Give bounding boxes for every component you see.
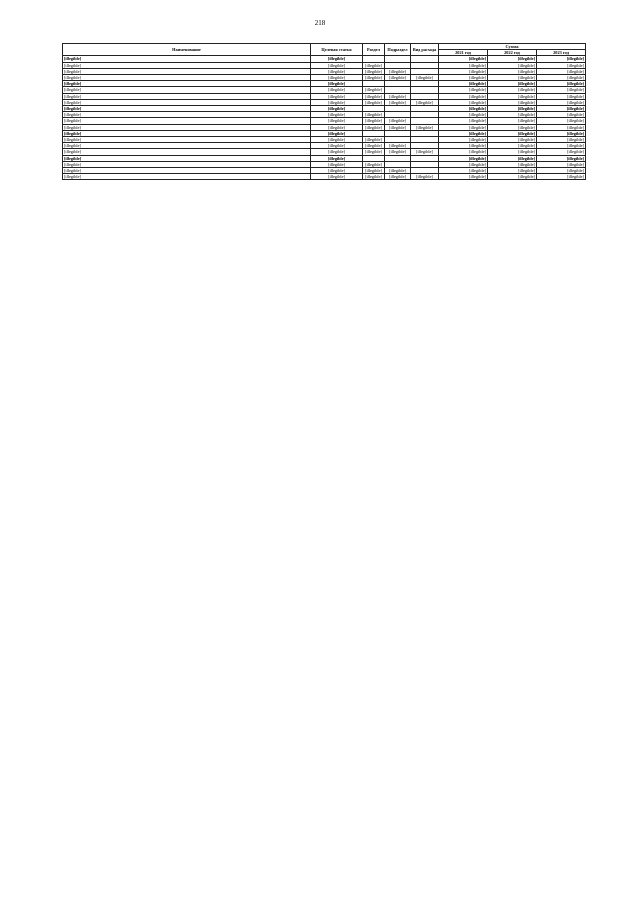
cell-2023: [illegible] bbox=[537, 143, 586, 149]
cell-target: [illegible] bbox=[311, 124, 363, 130]
cell-name: [illegible] bbox=[63, 161, 311, 167]
header-name: Наименование bbox=[63, 44, 311, 56]
cell-2021: [illegible] bbox=[439, 124, 488, 130]
cell-2021: [illegible] bbox=[439, 168, 488, 174]
cell-subsection: [illegible] bbox=[385, 93, 411, 99]
cell-2021: [illegible] bbox=[439, 106, 488, 112]
cell-2023: [illegible] bbox=[537, 112, 586, 118]
cell-target: [illegible] bbox=[311, 56, 363, 62]
table-row bbox=[63, 174, 586, 180]
cell-name: [illegible] bbox=[63, 62, 311, 68]
cell-section: [illegible] bbox=[363, 149, 385, 155]
cell-section: [illegible] bbox=[363, 112, 385, 118]
cell-2022: [illegible] bbox=[488, 168, 537, 174]
cell-section: [illegible] bbox=[363, 93, 385, 99]
cell-2021: [illegible] bbox=[439, 137, 488, 143]
cell-expense-type: [illegible] bbox=[411, 99, 439, 105]
cell-2023: [illegible] bbox=[537, 174, 586, 180]
cell-2021: [illegible] bbox=[439, 118, 488, 124]
cell-2021: [illegible] bbox=[439, 161, 488, 167]
cell-target: [illegible] bbox=[311, 168, 363, 174]
cell-2022: [illegible] bbox=[488, 93, 537, 99]
cell-name: [illegible] bbox=[63, 118, 311, 124]
cell-2021: [illegible] bbox=[439, 56, 488, 62]
cell-expense-type: [illegible] bbox=[411, 174, 439, 180]
cell-2022: [illegible] bbox=[488, 137, 537, 143]
cell-target: [illegible] bbox=[311, 68, 363, 74]
cell-2023: [illegible] bbox=[537, 99, 586, 105]
cell-section: [illegible] bbox=[363, 68, 385, 74]
header-subsection: Подраздел bbox=[385, 44, 411, 56]
cell-name: [illegible] bbox=[63, 143, 311, 149]
cell-name: [illegible] bbox=[63, 137, 311, 143]
cell-section: [illegible] bbox=[363, 168, 385, 174]
cell-target: [illegible] bbox=[311, 99, 363, 105]
cell-section: [illegible] bbox=[363, 174, 385, 180]
cell-2021: [illegible] bbox=[439, 130, 488, 136]
header-target: Целевая статья bbox=[311, 44, 363, 56]
cell-section: [illegible] bbox=[363, 99, 385, 105]
cell-2023: [illegible] bbox=[537, 130, 586, 136]
cell-2021: [illegible] bbox=[439, 174, 488, 180]
cell-2023: [illegible] bbox=[537, 168, 586, 174]
cell-section: [illegible] bbox=[363, 161, 385, 167]
cell-target: [illegible] bbox=[311, 130, 363, 136]
cell-name: [illegible] bbox=[63, 106, 311, 112]
cell-target: [illegible] bbox=[311, 161, 363, 167]
cell-name: [illegible] bbox=[63, 155, 311, 161]
cell-target: [illegible] bbox=[311, 87, 363, 93]
cell-name: [illegible] bbox=[63, 168, 311, 174]
header-year-2022: 2022 год bbox=[488, 50, 537, 56]
cell-2022: [illegible] bbox=[488, 161, 537, 167]
cell-expense-type: [illegible] bbox=[411, 149, 439, 155]
cell-expense-type: [illegible] bbox=[411, 124, 439, 130]
cell-2023: [illegible] bbox=[537, 68, 586, 74]
cell-subsection: [illegible] bbox=[385, 118, 411, 124]
cell-target: [illegible] bbox=[311, 118, 363, 124]
cell-2022: [illegible] bbox=[488, 68, 537, 74]
cell-section: [illegible] bbox=[363, 87, 385, 93]
cell-name: [illegible] bbox=[63, 81, 311, 87]
cell-2022: [illegible] bbox=[488, 143, 537, 149]
cell-name: [illegible] bbox=[63, 124, 311, 130]
cell-2022: [illegible] bbox=[488, 155, 537, 161]
cell-2022: [illegible] bbox=[488, 75, 537, 81]
cell-expense-type: [illegible] bbox=[411, 75, 439, 81]
cell-2023: [illegible] bbox=[537, 118, 586, 124]
cell-name: [illegible] bbox=[63, 56, 311, 62]
cell-subsection: [illegible] bbox=[385, 68, 411, 74]
cell-target: [illegible] bbox=[311, 137, 363, 143]
cell-section: [illegible] bbox=[363, 124, 385, 130]
cell-target: [illegible] bbox=[311, 93, 363, 99]
cell-2022: [illegible] bbox=[488, 106, 537, 112]
cell-2023: [illegible] bbox=[537, 149, 586, 155]
cell-name: [illegible] bbox=[63, 99, 311, 105]
cell-name: [illegible] bbox=[63, 130, 311, 136]
cell-2022: [illegible] bbox=[488, 149, 537, 155]
cell-2021: [illegible] bbox=[439, 75, 488, 81]
cell-name: [illegible] bbox=[63, 75, 311, 81]
cell-name: [illegible] bbox=[63, 87, 311, 93]
cell-target: [illegible] bbox=[311, 81, 363, 87]
cell-2023: [illegible] bbox=[537, 56, 586, 62]
cell-2022: [illegible] bbox=[488, 81, 537, 87]
header-section: Раздел bbox=[363, 44, 385, 56]
cell-2022: [illegible] bbox=[488, 56, 537, 62]
header-sum: Сумма bbox=[439, 44, 586, 50]
cell-subsection: [illegible] bbox=[385, 75, 411, 81]
cell-2023: [illegible] bbox=[537, 62, 586, 68]
cell-subsection: [illegible] bbox=[385, 99, 411, 105]
cell-name: [illegible] bbox=[63, 174, 311, 180]
cell-2021: [illegible] bbox=[439, 93, 488, 99]
page-number: 218 bbox=[314, 19, 326, 27]
cell-2022: [illegible] bbox=[488, 87, 537, 93]
cell-2021: [illegible] bbox=[439, 68, 488, 74]
table-header bbox=[63, 44, 586, 56]
budget-table bbox=[62, 43, 586, 180]
cell-target: [illegible] bbox=[311, 174, 363, 180]
cell-2021: [illegible] bbox=[439, 99, 488, 105]
cell-2022: [illegible] bbox=[488, 118, 537, 124]
cell-2021: [illegible] bbox=[439, 62, 488, 68]
cell-section: [illegible] bbox=[363, 62, 385, 68]
cell-2022: [illegible] bbox=[488, 112, 537, 118]
cell-2023: [illegible] bbox=[537, 137, 586, 143]
cell-2023: [illegible] bbox=[537, 87, 586, 93]
cell-target: [illegible] bbox=[311, 112, 363, 118]
cell-2022: [illegible] bbox=[488, 99, 537, 105]
cell-2021: [illegible] bbox=[439, 155, 488, 161]
header-year-2023: 2023 год bbox=[537, 50, 586, 56]
cell-name: [illegible] bbox=[63, 149, 311, 155]
cell-2022: [illegible] bbox=[488, 174, 537, 180]
cell-section: [illegible] bbox=[363, 137, 385, 143]
cell-name: [illegible] bbox=[63, 112, 311, 118]
cell-2023: [illegible] bbox=[537, 124, 586, 130]
cell-target: [illegible] bbox=[311, 155, 363, 161]
cell-2021: [illegible] bbox=[439, 143, 488, 149]
cell-target: [illegible] bbox=[311, 106, 363, 112]
cell-2023: [illegible] bbox=[537, 106, 586, 112]
header-expense-type: Вид расхода bbox=[411, 44, 439, 56]
cell-target: [illegible] bbox=[311, 62, 363, 68]
cell-target: [illegible] bbox=[311, 149, 363, 155]
cell-2021: [illegible] bbox=[439, 87, 488, 93]
cell-2023: [illegible] bbox=[537, 155, 586, 161]
cell-target: [illegible] bbox=[311, 143, 363, 149]
cell-2021: [illegible] bbox=[439, 112, 488, 118]
cell-2023: [illegible] bbox=[537, 81, 586, 87]
cell-subsection: [illegible] bbox=[385, 168, 411, 174]
cell-subsection: [illegible] bbox=[385, 149, 411, 155]
cell-2023: [illegible] bbox=[537, 161, 586, 167]
cell-name: [illegible] bbox=[63, 68, 311, 74]
cell-2021: [illegible] bbox=[439, 149, 488, 155]
cell-subsection: [illegible] bbox=[385, 174, 411, 180]
cell-section: [illegible] bbox=[363, 118, 385, 124]
cell-2022: [illegible] bbox=[488, 62, 537, 68]
cell-section: [illegible] bbox=[363, 75, 385, 81]
cell-2023: [illegible] bbox=[537, 75, 586, 81]
cell-subsection: [illegible] bbox=[385, 124, 411, 130]
header-year-2021: 2021 год bbox=[439, 50, 488, 56]
cell-section: [illegible] bbox=[363, 143, 385, 149]
cell-2022: [illegible] bbox=[488, 124, 537, 130]
cell-target: [illegible] bbox=[311, 75, 363, 81]
cell-subsection: [illegible] bbox=[385, 143, 411, 149]
table-body bbox=[63, 56, 586, 180]
cell-2021: [illegible] bbox=[439, 81, 488, 87]
cell-name: [illegible] bbox=[63, 93, 311, 99]
cell-2022: [illegible] bbox=[488, 130, 537, 136]
cell-2023: [illegible] bbox=[537, 93, 586, 99]
